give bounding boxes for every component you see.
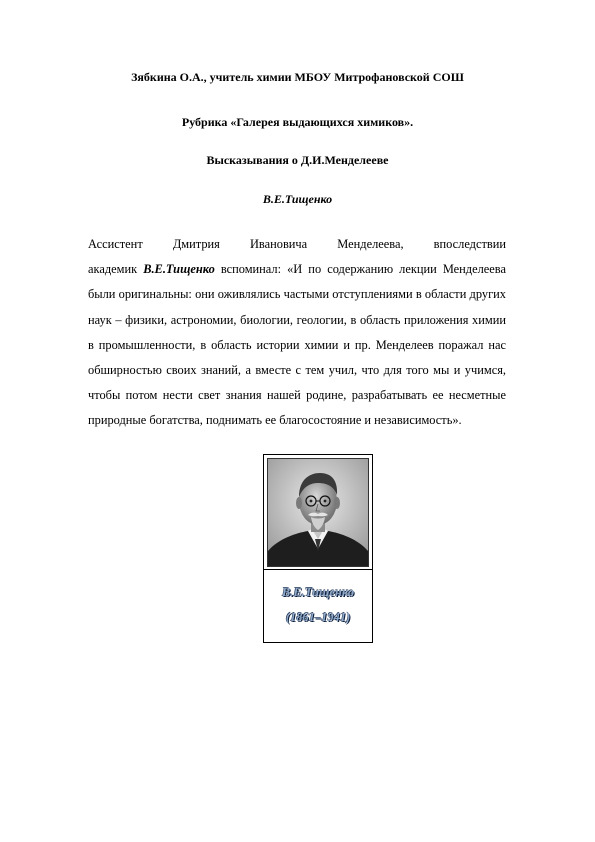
academic-name: В.Е.Тищенко bbox=[143, 262, 215, 277]
quote-paragraph bbox=[88, 232, 506, 434]
portrait-image bbox=[268, 459, 368, 566]
portrait-frame bbox=[263, 454, 373, 643]
paragraph-text: вспоминал: «И по содержанию лекции Менделеева bbox=[214, 262, 506, 277]
paragraph-line: были оригинальны: они оживлялись частыми отступлениями в области других bbox=[88, 287, 506, 302]
paragraph-line: обширностью своих знаний, а вместе с тем учил, что для того мы и учимся, bbox=[88, 363, 506, 378]
speaker-name: В.Е.Тищенко bbox=[262, 192, 333, 206]
paragraph-line: Ассистент Дмитрия Ивановича Менделеева, впоследствии bbox=[88, 237, 506, 251]
portrait-photo bbox=[267, 458, 369, 567]
paragraph-line: наук – физики, астрономии, биологии, геологии, в область приложения химии bbox=[88, 312, 506, 327]
paragraph-line bbox=[88, 257, 506, 282]
portrait-caption-name: В.Е.Тищенко bbox=[281, 585, 355, 599]
paragraph-line: природные богатства, поднимать ее благосостояние и независимость». bbox=[88, 413, 462, 428]
author-line: Зябкина О.А., учитель химии МБОУ Митрофановской СОШ bbox=[131, 70, 464, 84]
topic-title: Высказывания о Д.И.Менделееве bbox=[206, 153, 389, 167]
rubric-title: Рубрика «Галерея выдающихся химиков». bbox=[181, 115, 414, 129]
paragraph-line: чтобы потом нести свет знания нашей родине, разрабатывать ее несметные bbox=[88, 388, 506, 403]
paragraph-text: академик bbox=[88, 262, 144, 277]
caption-divider bbox=[264, 569, 372, 570]
portrait-caption-years: (1861–1941) bbox=[285, 610, 351, 624]
paragraph-line: в промышленности, в область истории химии и пр. Менделеев поражал нас bbox=[88, 337, 506, 352]
